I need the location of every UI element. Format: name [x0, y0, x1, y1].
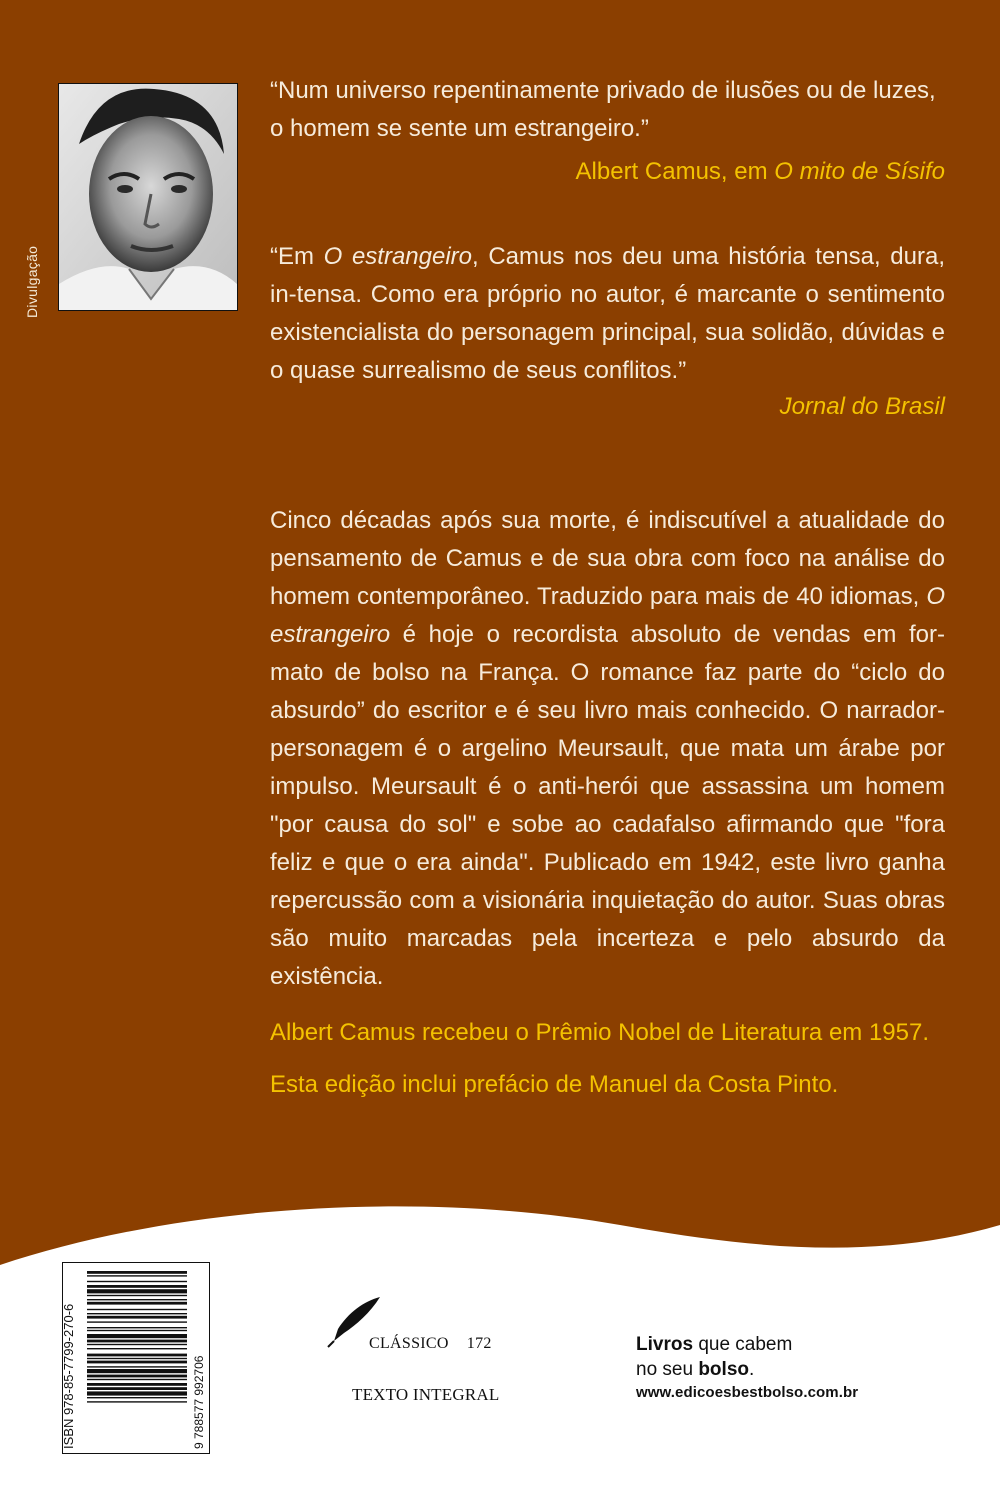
attribution-author: Albert Camus, em [575, 158, 768, 185]
barcode-bar [87, 1330, 187, 1331]
barcode-bar [87, 1316, 187, 1319]
texto-integral-label: TEXTO INTEGRAL [352, 1385, 500, 1404]
publisher-website: www.edicoesbestbolso.com.br [636, 1384, 859, 1401]
photo-credit: Divulgação [24, 245, 40, 318]
barcode-bar [87, 1313, 187, 1314]
barcode-icon [63, 1263, 209, 1453]
barcode-bar [87, 1358, 187, 1359]
barcode-bar [87, 1281, 187, 1282]
synopsis-text-end: é hoje o recordista absoluto de vendas em for-mato de bolso na França. O romance faz parte do “ciclo do absurdo” do escritor e é seu livro mais conhecido. O narrador-personagem é o argelino Meursault, que mata um árabe por impulso. Meursault é o anti-herói que assassina um homem "por causa do sol" e sobe ao cadafalso afirmando que "fora feliz e que o era ainda". Publicado em 1942, este livro ganha repercussão com a visionária inquietação do autor. Suas obras são muito marcadas pela incerteza e pelo absurdo da existência. [270, 621, 945, 990]
barcode-bar [87, 1387, 187, 1390]
barcode-bar [87, 1334, 187, 1338]
quote-attribution-camus [576, 157, 945, 187]
author-photo [58, 83, 238, 311]
isbn-number: ISBN 978-85-7799-270-6 [61, 1303, 76, 1449]
series-number: 172 [466, 1335, 492, 1352]
quote-jornal [270, 238, 945, 390]
barcode-bar [87, 1344, 187, 1345]
quote-book-title: O estrangeiro [323, 243, 473, 270]
barcode-bar [87, 1327, 187, 1328]
barcode-bar [87, 1275, 187, 1276]
barcode-digits: 9 788577 992706 [192, 1355, 206, 1449]
slogan-text: no seu [636, 1359, 694, 1380]
barcode-bar [87, 1285, 187, 1288]
barcode-bar [87, 1295, 187, 1296]
barcode-bar [87, 1397, 187, 1398]
barcode-bar [87, 1401, 187, 1402]
quote-attribution-jornal: Jornal do Brasil [779, 393, 945, 420]
barcode-bar [87, 1299, 187, 1300]
slogan-text: que cabem [698, 1334, 793, 1355]
nobel-note: Albert Camus recebeu o Prêmio Nobel de Literatura em 1957. [270, 1019, 930, 1046]
slogan-bold-bolso: bolso [698, 1359, 749, 1380]
barcode-bar [87, 1361, 187, 1364]
author-portrait-image [59, 84, 237, 310]
series-name: CLÁSSICO [369, 1335, 449, 1352]
barcode-bar [87, 1309, 187, 1310]
barcode-bar [87, 1321, 187, 1322]
barcode-bar [87, 1391, 187, 1395]
barcode-bar [87, 1348, 187, 1349]
synopsis-text-start: Cinco décadas após sua morte, é indiscutível a atualidade do pensamento de Camus e de sua obra com foco na análise do homem contemporâneo. Traduzido para mais de 40 idiomas, [270, 507, 945, 610]
quote-line: o homem se sente um estrangeiro.” [270, 115, 649, 142]
barcode-bar [87, 1375, 187, 1378]
barcode-bar [87, 1383, 187, 1386]
barcode-bar [87, 1354, 187, 1357]
synopsis-book-title: O estrangeiro [270, 583, 945, 648]
barcode-bar [87, 1302, 187, 1305]
slogan-period: . [749, 1359, 755, 1380]
barcode-bar [87, 1366, 187, 1367]
barcode-bar [87, 1379, 187, 1380]
barcode-bar [87, 1340, 187, 1343]
quote-text: , Camus nos deu uma história tensa, dura, in-tensa. Como era próprio no autor, é marcante o sentimento existencialista do personagem principal, sua solidão, dúvidas e o quase surrealismo de seus conflitos.” [270, 243, 945, 384]
quote-lead: “Em [270, 243, 314, 270]
attribution-work-title: O mito de Sísifo [774, 158, 945, 185]
barcode-bar [87, 1369, 187, 1373]
synopsis [270, 502, 945, 996]
barcode-bar [87, 1289, 187, 1293]
publisher-slogan [636, 1332, 876, 1382]
barcode-bar [87, 1271, 187, 1274]
quote-line: “Num universo repentinamente privado de ilusões ou de luzes, [270, 77, 936, 104]
isbn-barcode [62, 1262, 210, 1454]
edition-note: Esta edição inclui prefácio de Manuel da Costa Pinto. [270, 1071, 839, 1098]
series-label [369, 1335, 492, 1353]
quote-camus [270, 72, 945, 148]
slogan-bold-livros: Livros [636, 1334, 694, 1355]
